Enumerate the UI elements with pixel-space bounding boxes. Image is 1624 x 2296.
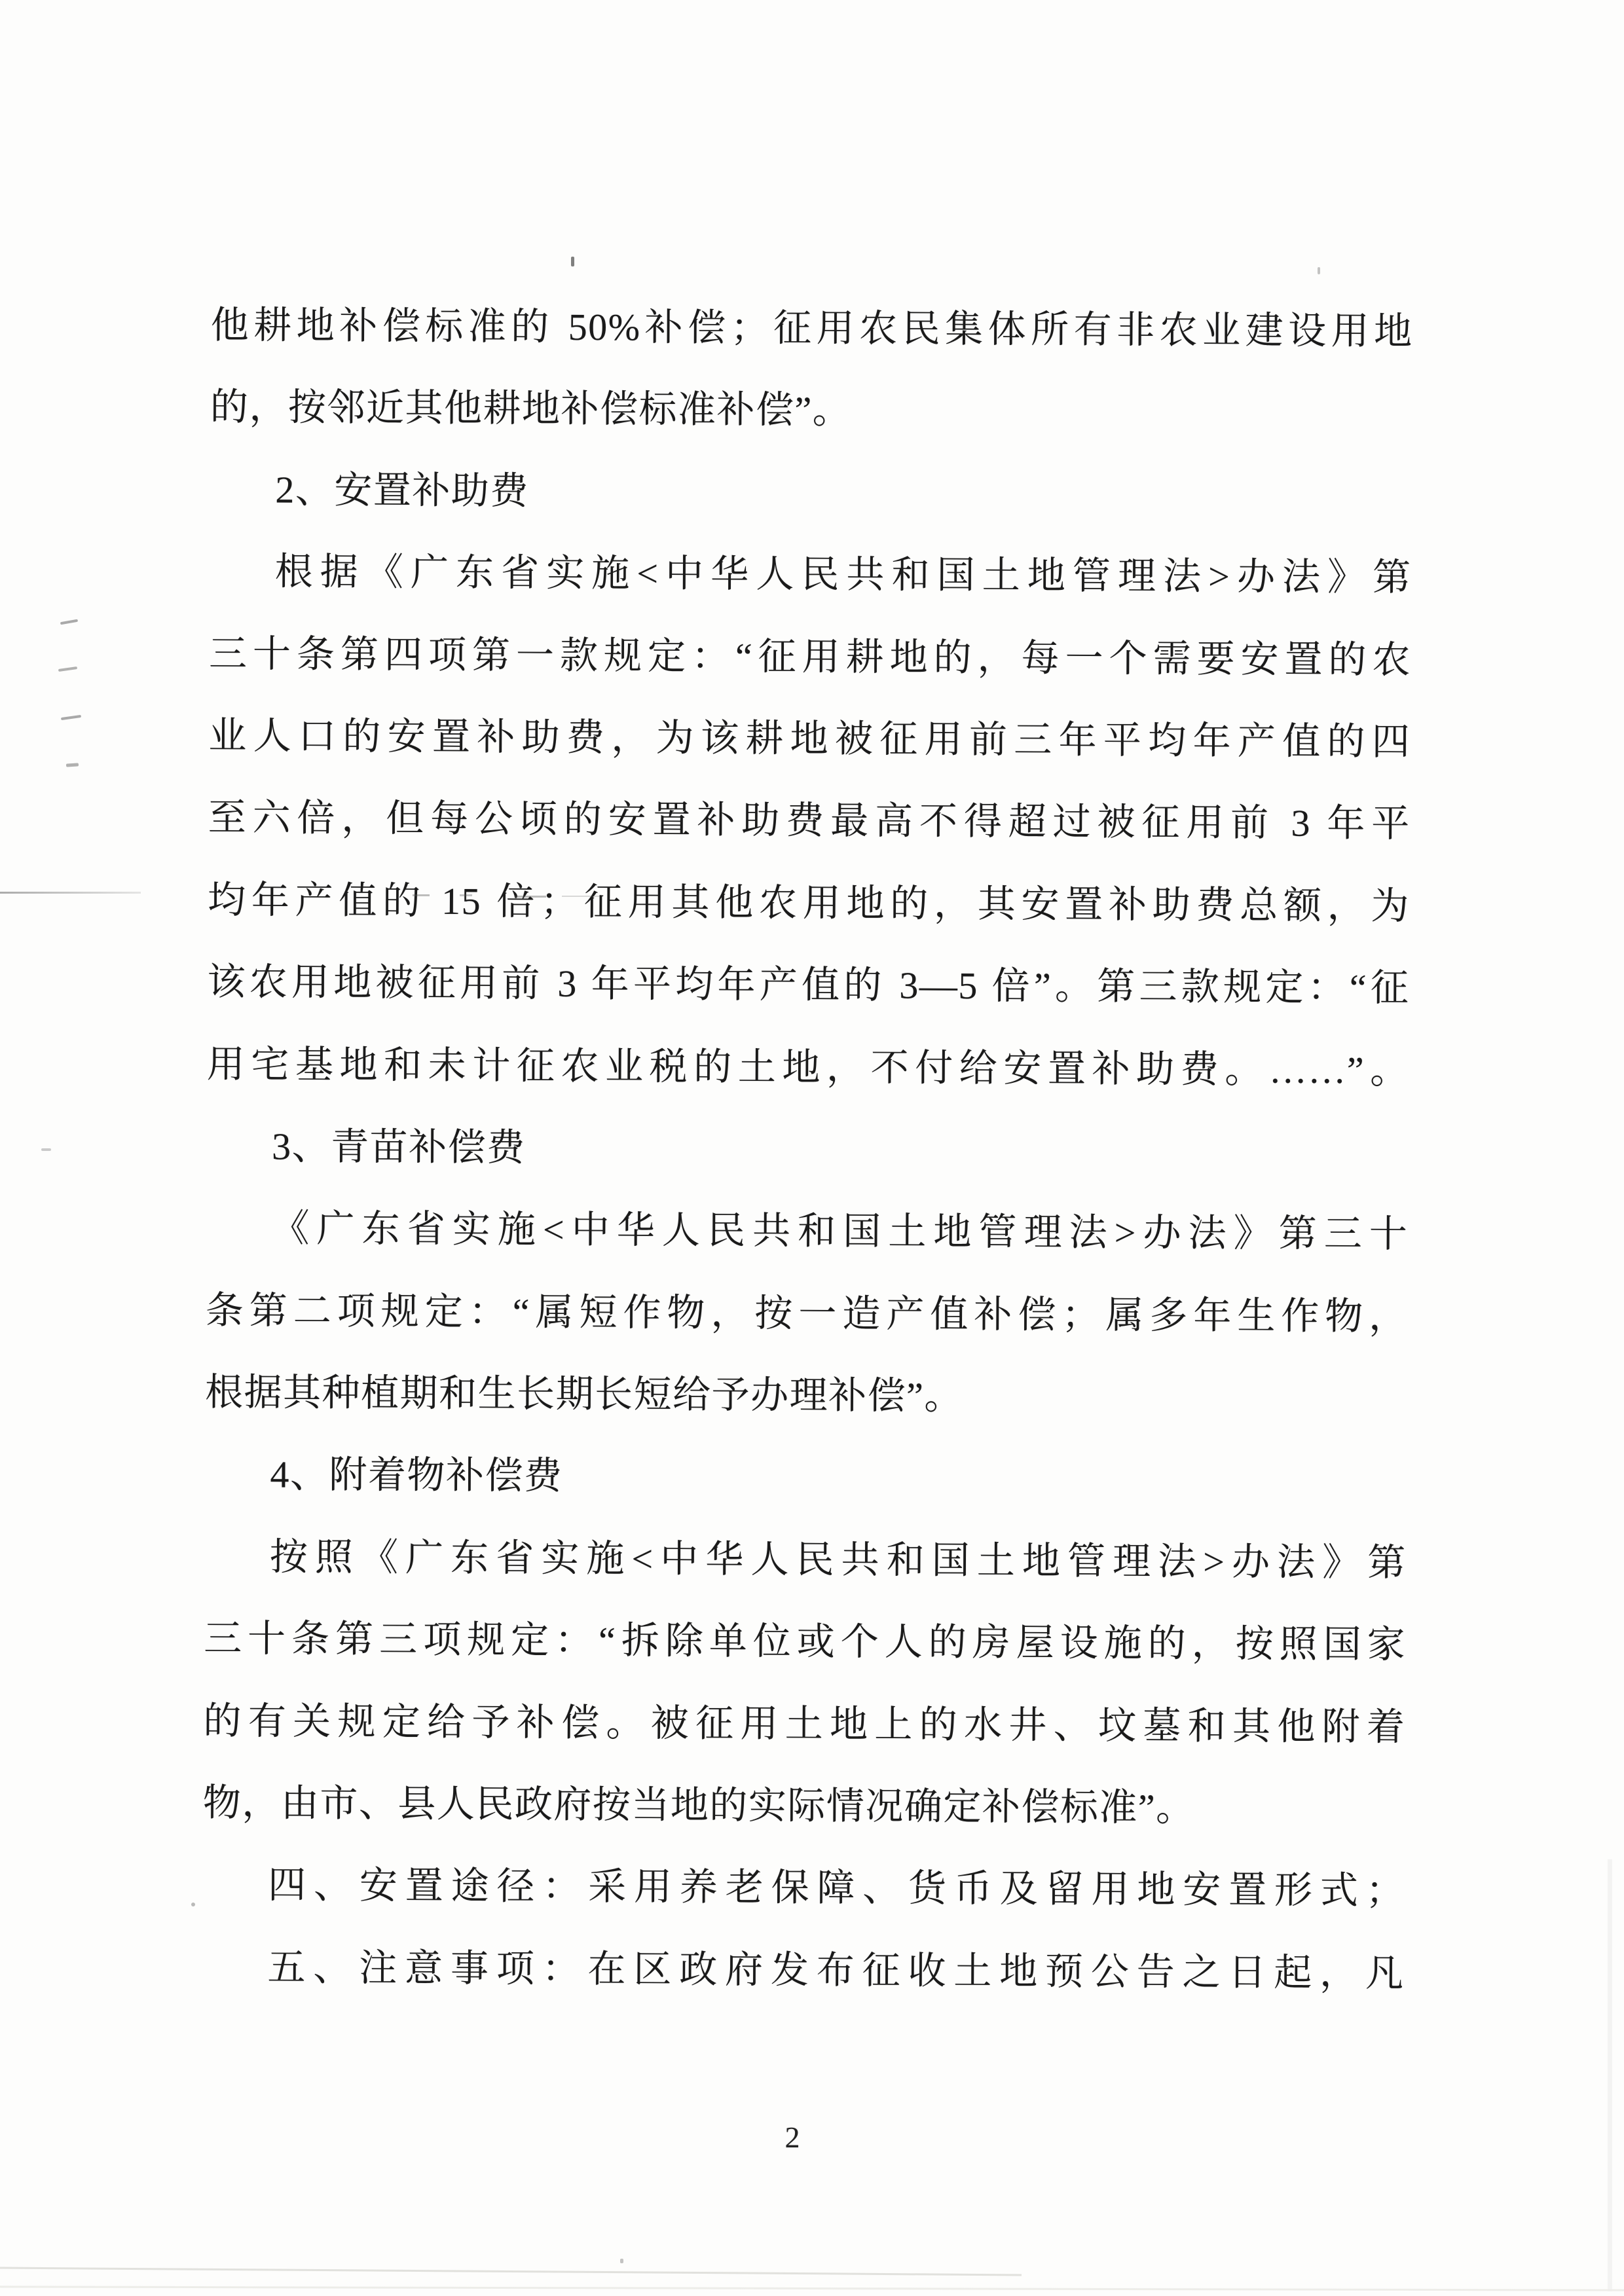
scan-speck [1318, 267, 1320, 274]
scan-speck [191, 1903, 195, 1906]
scan-speck [620, 2259, 623, 2263]
paper-edge [0, 2267, 1022, 2276]
section-heading-3: 3、青苗补偿费 [271, 1125, 526, 1169]
text-line: 按照《广东省实施<中华人民共和国土地管理法>办法》第 [269, 1535, 1407, 1584]
text-line: 条第二项规定：“属短作物，按一造产值补偿；属多年生作物， [205, 1288, 1408, 1338]
text-line: 业人口的安置补助费，为该耕地被征用前三年平均年产值的四 [208, 714, 1411, 763]
scan-speck [41, 1148, 51, 1151]
document-body-text [202, 284, 1413, 2014]
pencil-tick [58, 666, 77, 672]
text-line: 根据其种植期和生长期长短给予办理补偿”。 [204, 1371, 964, 1418]
text-line: 物，由市、县人民政府按当地的实际情况确定补偿标准”。 [202, 1781, 1195, 1829]
section-heading-4: 4、附着物补偿费 [270, 1453, 563, 1498]
pencil-tick [60, 619, 78, 625]
item-line-5: 五、注意事项：在区政府发布征收土地预公告之日起，凡 [267, 1946, 1405, 1995]
scan-streak [515, 896, 546, 898]
text-line: 的，按邻近其他耕地补偿标准补偿”。 [210, 386, 852, 432]
text-line: 三十条第三项规定：“拆除单位或个人的房屋设施的，按照国家 [203, 1617, 1407, 1666]
page-number: 2 [784, 2121, 800, 2154]
paper-edge [1608, 1859, 1612, 2291]
scan-streak [460, 894, 472, 896]
text-line: 《广东省实施<中华人民共和国土地管理法>办法》第三十 [271, 1207, 1409, 1256]
text-line: 三十条第四项第一款规定：“征用耕地的，每一个需要安置的农 [208, 632, 1412, 682]
pencil-tick [66, 763, 79, 767]
text-line: 的有关规定给予补偿。被征用土地上的水井、坟墓和其他附着 [203, 1699, 1406, 1749]
text-line: 至六倍，但每公顷的安置补助费最高不得超过被征用前 3 年平 [208, 796, 1411, 845]
text-line: 他耕地补偿标准的 50%补偿；征用农民集体所有非农业建设用地 [210, 303, 1413, 353]
text-line: 用宅基地和未计征农业税的土地，不付给安置补助费。……”。 [206, 1042, 1409, 1092]
scan-streak [562, 896, 600, 897]
text-line: 该农用地被征用前 3 年平均年产值的 3—5 倍”。第三款规定：“征 [207, 960, 1410, 1010]
text-line: 均年产值的 15 倍；征用其他农用地的，其安置补助费总额，为 [207, 878, 1411, 928]
paper-edge [0, 2286, 1624, 2291]
scan-speck [571, 257, 574, 266]
scan-streak [0, 892, 141, 894]
section-heading-2: 2、安置补助费 [275, 468, 530, 513]
pencil-tick [61, 715, 81, 720]
text-line: 根据《广东省实施<中华人民共和国土地管理法>办法》第 [274, 550, 1412, 599]
scan-streak [413, 894, 430, 896]
item-line-4: 四、安置途径：采用养老保障、货币及留用地安置形式； [268, 1863, 1405, 1913]
